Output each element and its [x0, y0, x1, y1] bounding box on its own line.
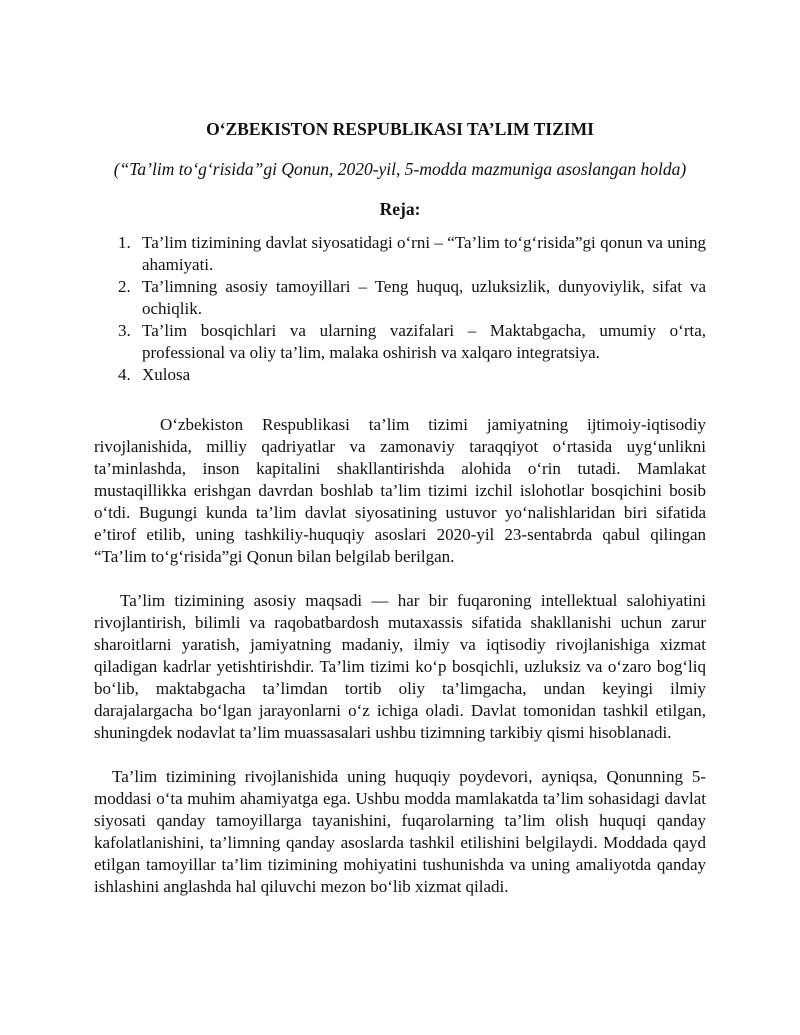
document-title: O‘ZBEKISTON RESPUBLIKASI TA’LIM TIZIMI — [206, 119, 594, 139]
plan-item-number: 4. — [118, 365, 131, 384]
plan-item-text: Xulosa — [142, 365, 191, 384]
plan-heading: Reja: — [379, 199, 421, 219]
plan-item-text: Ta’lim bosqichlari va ularning vazifalari – Maktabgacha, umumiy o‘rta, professional va oliy ta’lim, malaka oshirish va xalqaro integratsiya. — [142, 321, 706, 362]
body-paragraph-1: O‘zbekiston Respublikasi ta’lim tizimi jamiyatning ijtimoiy-iqtisodiy rivojlanishida, milliy qadriyatlar va zamonaviy taraqqiyot o‘rtasida uyg‘unlikni ta’minlashda, inson kapitalini shakllantirishda alohida o‘rin tutadi. Mamlakat mustaqillikka erishgan davrdan boshlab ta’lim tizimi izchil islohotlar bosqichini bosib o‘tdi. Bugungi kunda ta’lim davlat siyosatining ustuvor yo‘nalishlaridan biri sifatida e’tirof etilib, uning tashkiliy-huquqiy asoslari 2020-yil 23-sentabrda qabul qilingan “Ta’lim to‘g‘risida”gi Qonun bilan belgilab berilgan. — [94, 415, 706, 566]
plan-item-number: 1. — [118, 233, 131, 252]
plan-item-4 — [94, 364, 706, 386]
body-paragraph-2: Ta’lim tizimining asosiy maqsadi — har bir fuqaroning intellektual salohiyatini rivojlantirish, bilimli va raqobatbardosh mutaxassis sifatida shakllanishi uchun zarur sharoitlarni yaratish, jamiyatning madaniy, ilmiy va iqtisodiy rivojlanishiga xizmat qiladigan kadrlar yetishtirishdir. Ta’lim tizimi ko‘p bosqichli, uzluksiz va o‘zaro bog‘liq bo‘lib, maktabgacha ta’limdan tortib oliy ta’limgacha, undan keyingi ilmiy darajalargacha bo‘lgan jarayonlarni o‘z ichiga oladi. Davlat tomonidan tashkil etilgan, shuningdek nodavlat ta’lim muassasalari ushbu tizimning tarkibiy qismi hisoblanadi. — [94, 591, 706, 742]
plan-item-text: Ta’lim tizimining davlat siyosatidagi o‘rni – “Ta’lim to‘g‘risida”gi qonun va uning ahamiyati. — [142, 233, 706, 274]
plan-item-number: 2. — [118, 277, 131, 296]
plan-item-number: 3. — [118, 321, 131, 340]
plan-item-1 — [94, 232, 706, 276]
plan-list — [94, 232, 706, 386]
plan-item-text: Ta’limning asosiy tamoyillari – Teng huquq, uzluksizlik, dunyoviylik, sifat va ochiqlik. — [142, 277, 706, 318]
plan-item-2 — [94, 276, 706, 320]
body-paragraph-3: Ta’lim tizimining rivojlanishida uning huquqiy poydevori, ayniqsa, Qonunning 5-moddasi o‘ta muhim ahamiyatga ega. Ushbu modda mamlakatda ta’lim sohasidagi davlat siyosati qanday tamoyillarga tayanishini, fuqarolarning ta’lim olish huquqi qanday kafolatlanishini, ta’limning qanday asoslarda tashkil etilishini belgilaydi. Moddada qayd etilgan tamoyillar ta’lim tizimining mohiyatini tushunishda va uning amaliyotda qanday ishlashini anglashda hal qiluvchi mezon bo‘lib xizmat qiladi. — [94, 767, 706, 896]
document-subtitle: (“Ta’lim to‘g‘risida”gi Qonun, 2020-yil, 5-modda mazmuniga asoslangan holda) — [113, 159, 687, 179]
plan-item-3 — [94, 320, 706, 364]
